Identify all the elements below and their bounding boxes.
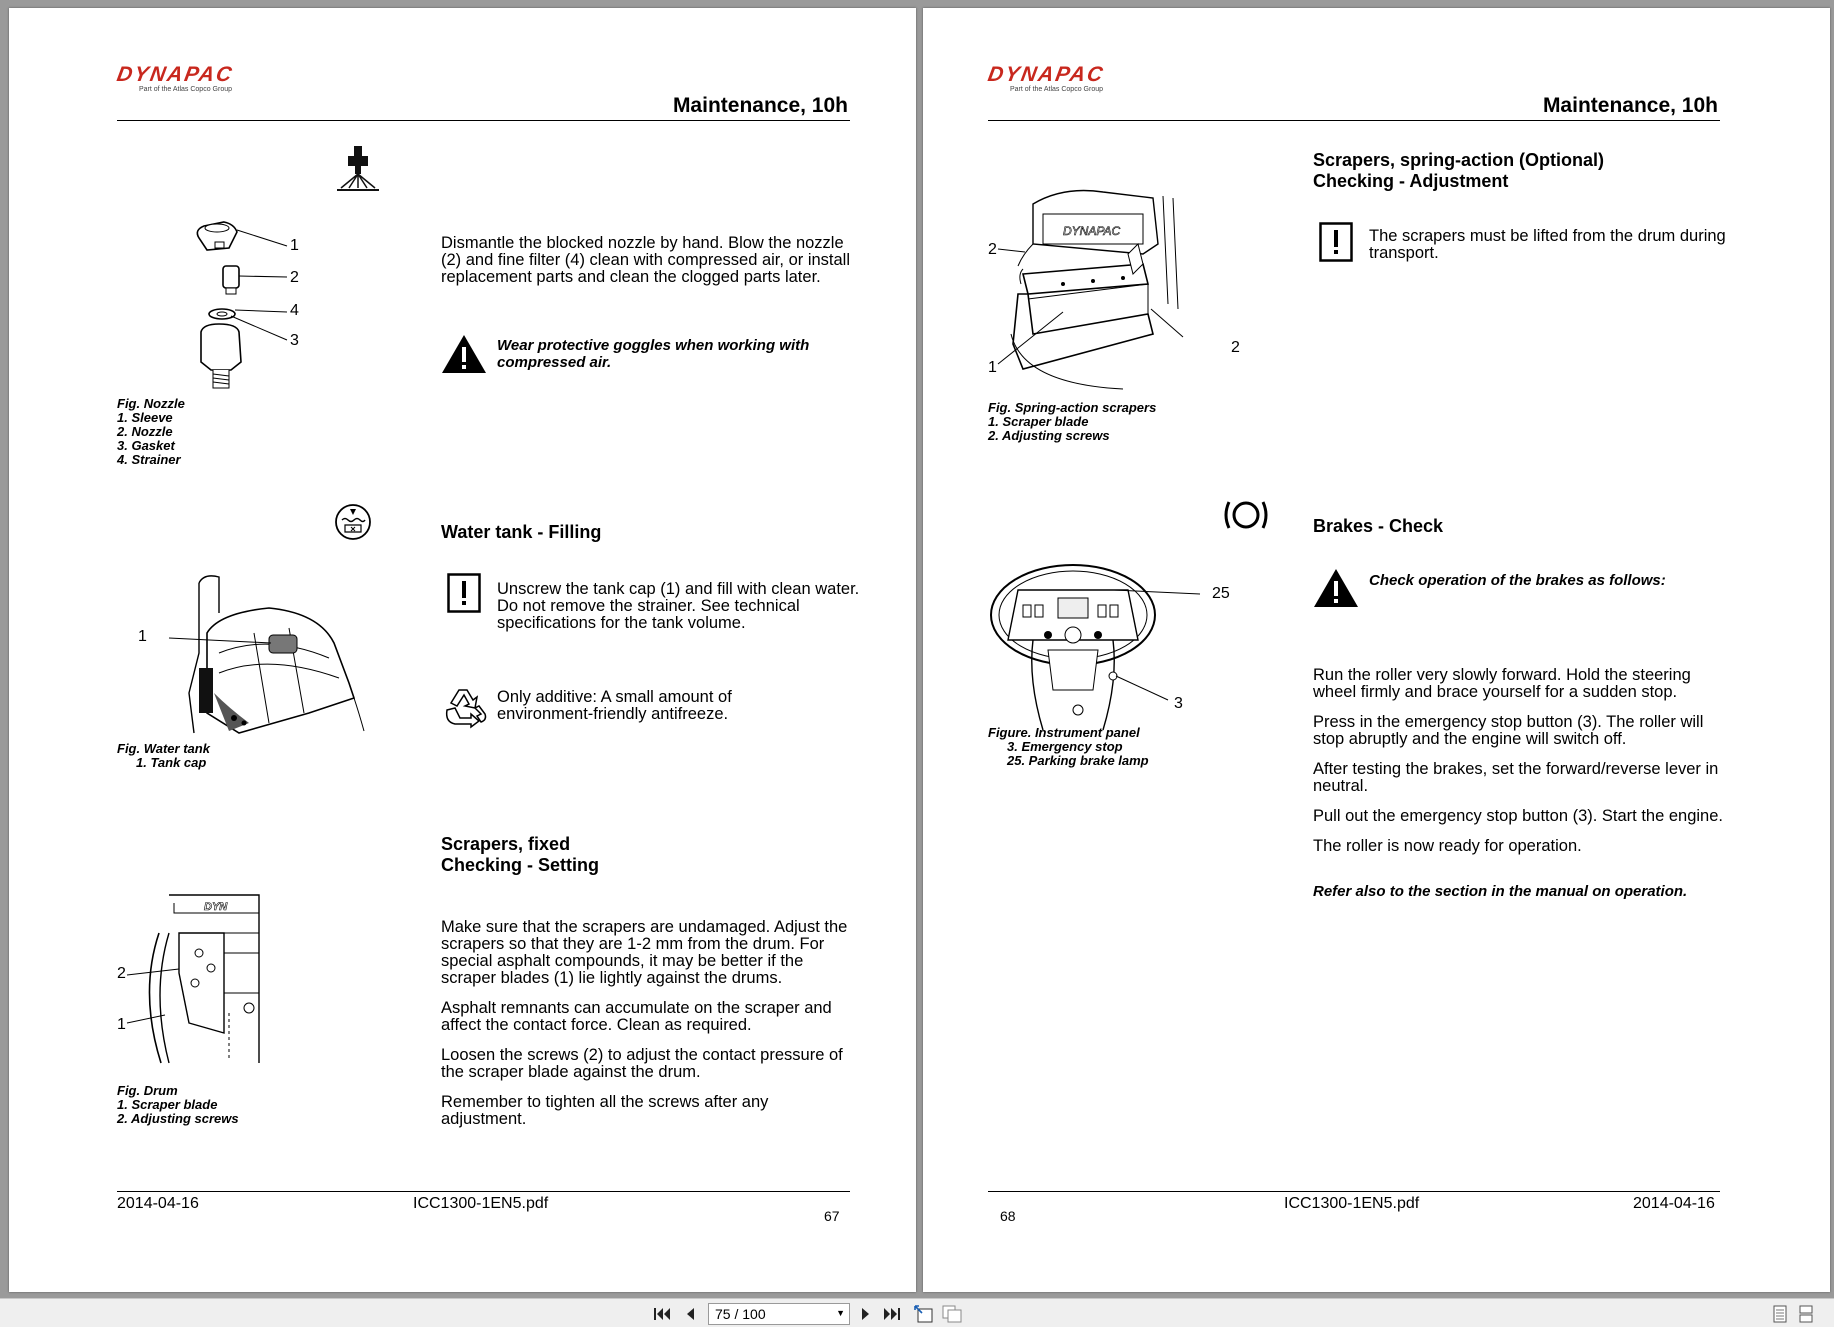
water-tank-figure — [159, 573, 369, 733]
figure-caption: Figure. Instrument panel 3. Emergency stop 25. Parking brake lamp — [988, 725, 1149, 768]
document-page-left — [9, 8, 916, 1292]
spring-scrapers-figure — [1003, 184, 1183, 389]
document-page-right — [923, 8, 1830, 1292]
chevron-down-icon: ▼ — [836, 1308, 845, 1318]
callout-label: 4 — [290, 302, 299, 319]
brake-icon — [1223, 496, 1269, 534]
warning-triangle-icon — [1313, 568, 1359, 608]
drum-figure — [129, 893, 269, 1068]
callout-label: 25 — [1212, 585, 1230, 602]
footer-date: 2014-04-16 — [117, 1195, 199, 1212]
page-number: 67 — [824, 1208, 840, 1224]
callout-label: 2 — [290, 269, 299, 286]
continuous-view-icon[interactable] — [1796, 1304, 1816, 1324]
scrapers-spring-heading: Scrapers, spring-action (Optional) Checking - Adjustment — [1313, 150, 1605, 191]
previous-page-icon[interactable] — [680, 1304, 700, 1324]
callout-label: 2 — [988, 241, 997, 258]
callout-label: 2 — [117, 965, 126, 982]
callout-label: 2 — [1231, 339, 1240, 356]
figure-caption: Fig. Nozzle 1. Sleeve 2. Nozzle 3. Gasket 4. Strainer — [117, 396, 185, 467]
page-number-select[interactable]: 75 / 100 ▼ — [708, 1303, 850, 1325]
figure-caption: Fig. Drum 1. Scraper blade 2. Adjusting screws — [117, 1083, 239, 1126]
nozzle-instructions: Dismantle the blocked nozzle by hand. Blow the nozzle (2) and fine filter (4) clean with compressed air, or install replacement parts and clean the clogged parts later. — [441, 234, 851, 286]
page-number: 68 — [1000, 1208, 1016, 1224]
brakes-heading: Brakes - Check — [1313, 516, 1444, 536]
tank-filling-notice: Unscrew the tank cap (1) and fill with clean water. Do not remove the strainer. See technical specifications for the tank volume. — [497, 580, 860, 632]
footer-date: 2014-04-16 — [1633, 1195, 1715, 1212]
footer-filename: ICC1300-1EN5.pdf — [413, 1195, 549, 1212]
header-divider — [117, 120, 850, 121]
instrument-panel-figure — [988, 560, 1218, 730]
water-tank-heading: Water tank - Filling — [441, 522, 602, 542]
header-divider — [988, 120, 1720, 121]
callout-label: 1 — [988, 359, 997, 376]
nozzle-spray-icon — [337, 144, 381, 196]
brakes-warning: Check operation of the brakes as follows: — [1369, 572, 1666, 589]
page-title: Maintenance, 10h — [672, 94, 848, 117]
transport-notice: The scrapers must be lifted from the drum during transport. — [1369, 227, 1726, 262]
goggles-warning: Wear protective goggles when working with compressed air. — [497, 337, 810, 371]
footer-divider — [988, 1191, 1720, 1192]
scrapers-fixed-instructions: Make sure that the scrapers are undamaged. Adjust the scrapers so that they are 1-2 mm from the drum. For special asphalt compounds, it may be better if the scraper blades (1) lie lightly against the drums. Asphalt remnants can accumulate on the scraper and affect the contact force. Clean as required. Loosen the screws (2) to adjust the contact pressure of the scraper blade against the drum. Remember to tighten all the screws after any adjustment. — [441, 918, 848, 1128]
brakes-instructions: Run the roller very slowly forward. Hold the steering wheel firmly and brace yourself for a sudden stop. Press in the emergency stop button (3). The roller will stop abruptly and the engine will switch off. After testing the brakes, set the forward/reverse lever in neutral. Pull out the emergency stop button (3). Start the engine. The roller is now ready for operation. — [1313, 666, 1723, 855]
figure-caption: Fig. Water tank 1. Tank cap — [117, 741, 210, 770]
scrapers-fixed-heading: Scrapers, fixed Checking - Setting — [441, 834, 600, 875]
next-page-icon[interactable] — [856, 1304, 876, 1324]
callout-label: 3 — [1174, 695, 1183, 712]
footer-filename: ICC1300-1EN5.pdf — [1284, 1195, 1420, 1212]
viewer-toolbar — [0, 1298, 1834, 1327]
fit-page-icon[interactable] — [914, 1304, 934, 1324]
footer-divider — [117, 1191, 850, 1192]
page-title: Maintenance, 10h — [1542, 94, 1718, 117]
dynapac-logo: DYNAPAC Part of the Atlas Copco Group — [115, 63, 236, 93]
water-tank-icon — [334, 503, 372, 541]
callout-label: 3 — [290, 332, 299, 349]
warning-triangle-icon — [441, 334, 487, 374]
svg-text:DYN: DYN — [204, 901, 228, 913]
svg-text:DYNAPAC: DYNAPAC — [1063, 224, 1121, 238]
notice-exclamation-icon — [1319, 222, 1353, 262]
last-page-icon[interactable] — [882, 1304, 902, 1324]
callout-label: 1 — [138, 628, 147, 645]
notice-exclamation-icon — [447, 573, 481, 613]
recycle-icon — [441, 684, 489, 728]
antifreeze-note: Only additive: A small amount of environment-friendly antifreeze. — [497, 688, 732, 723]
single-page-view-icon[interactable] — [1770, 1304, 1790, 1324]
callout-label: 1 — [290, 237, 299, 254]
two-page-icon[interactable] — [942, 1304, 962, 1324]
dynapac-logo: DYNAPAC Part of the Atlas Copco Group — [986, 63, 1107, 93]
callout-label: 1 — [117, 1016, 126, 1033]
first-page-icon[interactable] — [652, 1304, 672, 1324]
manual-reference: Refer also to the section in the manual on operation. — [1313, 883, 1688, 900]
figure-caption: Fig. Spring-action scrapers 1. Scraper blade 2. Adjusting screws — [988, 400, 1157, 443]
